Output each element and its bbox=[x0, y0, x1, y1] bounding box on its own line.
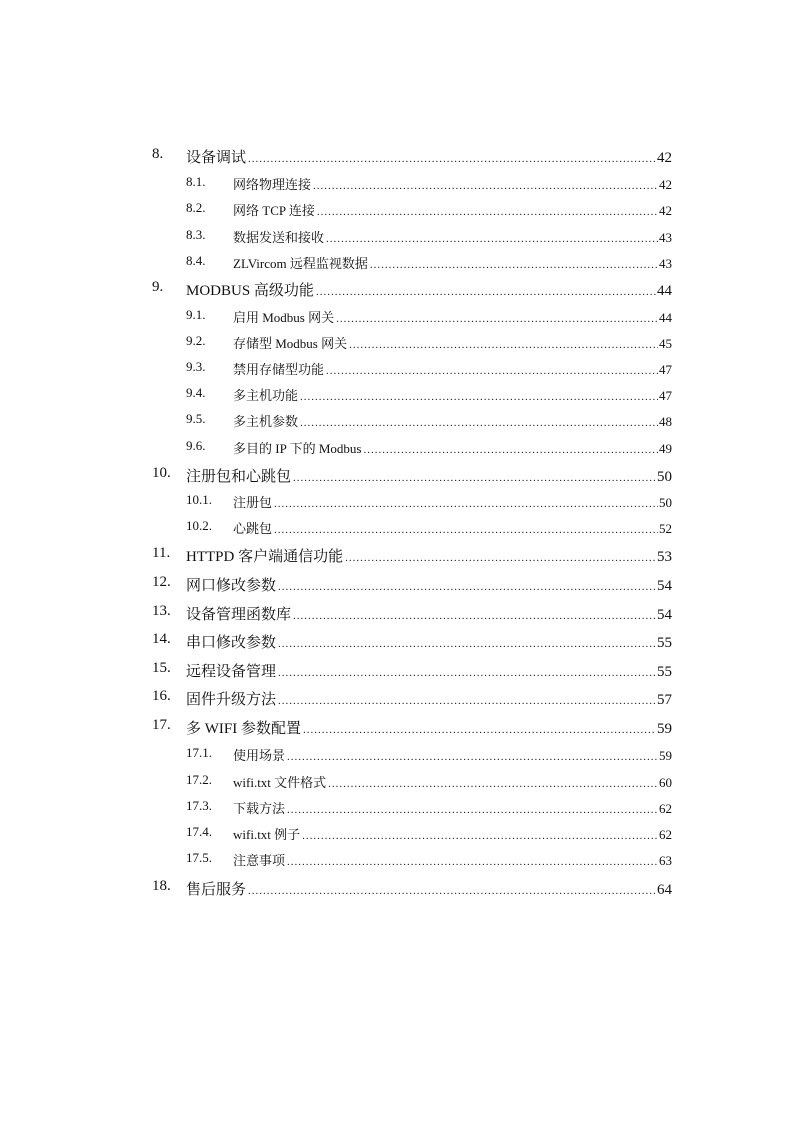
toc-entry-title: 固件升级方法 bbox=[186, 692, 277, 708]
toc-entry-title: 注意事项 bbox=[233, 853, 286, 868]
toc-entry-page: 57 bbox=[657, 692, 672, 708]
toc-entry-number: 9. bbox=[152, 279, 164, 295]
toc-entry-page: 43 bbox=[659, 230, 672, 245]
toc-entry-title: 网络 TCP 连接 bbox=[233, 203, 315, 218]
toc-entry-page: 55 bbox=[657, 664, 672, 680]
toc-entry-number: 17.3. bbox=[186, 798, 212, 813]
toc-leader-dots bbox=[326, 233, 658, 245]
toc-entry-title: ZLVircom 远程监视数据 bbox=[233, 256, 368, 271]
toc-entry-number: 8.2. bbox=[186, 200, 206, 215]
toc-entry-page: 44 bbox=[659, 310, 672, 325]
toc-entry-title: 设备管理函数库 bbox=[186, 607, 292, 623]
toc-entry-page: 43 bbox=[659, 256, 672, 271]
toc-entry-number: 11. bbox=[152, 545, 171, 561]
toc-leader-dots bbox=[349, 339, 658, 351]
toc-entry-number: 17.5. bbox=[186, 850, 212, 865]
toc-entry-number: 8.3. bbox=[186, 227, 206, 242]
toc-entry-number: 17.1. bbox=[186, 745, 212, 760]
toc-entry-title: 网络物理连接 bbox=[233, 177, 312, 192]
toc-entry-number: 10.2. bbox=[186, 518, 212, 533]
toc-entry-number: 10.1. bbox=[186, 492, 212, 507]
toc-entry-page: 62 bbox=[659, 801, 672, 816]
toc-entry-page: 50 bbox=[659, 495, 672, 510]
toc-leader-dots bbox=[302, 830, 658, 842]
toc-leader-dots bbox=[328, 778, 658, 790]
toc-entry-number: 9.4. bbox=[186, 385, 206, 400]
toc-leader-dots bbox=[336, 313, 658, 325]
toc-leader-dots bbox=[303, 724, 656, 736]
toc-leader-dots bbox=[274, 498, 658, 510]
toc-entry-number: 8.4. bbox=[186, 253, 206, 268]
toc-entry-page: 42 bbox=[659, 203, 672, 218]
toc-entry-title: MODBUS 高级功能 bbox=[186, 283, 314, 299]
toc-entry-number: 16. bbox=[152, 688, 171, 704]
toc-leader-dots bbox=[326, 365, 658, 377]
toc-entry-title: 存储型 Modbus 网关 bbox=[233, 336, 348, 351]
toc-leader-dots bbox=[287, 804, 658, 816]
toc-entry-title: 网口修改参数 bbox=[186, 578, 277, 594]
toc-entry-page: 54 bbox=[657, 578, 672, 594]
toc-leader-dots bbox=[313, 180, 658, 192]
toc-entry-title: 下载方法 bbox=[233, 801, 286, 816]
toc-entry-page: 44 bbox=[657, 283, 672, 299]
toc-entry-page: 63 bbox=[659, 853, 672, 868]
toc-entry-number: 17.4. bbox=[186, 824, 212, 839]
toc-entry-title: 使用场景 bbox=[233, 748, 286, 763]
toc-entry-number: 17. bbox=[152, 717, 171, 733]
toc-leader-dots bbox=[300, 391, 658, 403]
toc-entry-number: 12. bbox=[152, 574, 171, 590]
toc-entry-title: wifi.txt 例子 bbox=[233, 827, 301, 842]
toc-entry-title: 禁用存储型功能 bbox=[233, 362, 325, 377]
toc-entry-page: 42 bbox=[657, 150, 672, 166]
toc-entry-number: 15. bbox=[152, 660, 171, 676]
toc-entry-title: 售后服务 bbox=[186, 882, 247, 898]
toc-leader-dots bbox=[287, 856, 658, 868]
toc-leader-dots bbox=[287, 751, 658, 763]
toc-entry-page: 42 bbox=[659, 177, 672, 192]
toc-entry-page: 62 bbox=[659, 827, 672, 842]
toc-entry-number: 9.6. bbox=[186, 438, 206, 453]
toc-entry-number: 9.3. bbox=[186, 359, 206, 374]
toc-entry-title: 启用 Modbus 网关 bbox=[233, 310, 335, 325]
toc-leader-dots bbox=[293, 472, 656, 484]
toc-leader-dots bbox=[248, 153, 656, 165]
toc-entry-page: 60 bbox=[659, 775, 672, 790]
toc-entry-number: 8.1. bbox=[186, 174, 206, 189]
toc-entry-title: 远程设备管理 bbox=[186, 664, 277, 680]
toc-entry-number: 14. bbox=[152, 631, 171, 647]
toc-leader-dots bbox=[300, 417, 658, 429]
toc-leader-dots bbox=[316, 286, 656, 298]
toc-leader-dots bbox=[274, 524, 658, 536]
toc-entry-title: 注册包 bbox=[233, 495, 273, 510]
toc-entry-number: 9.2. bbox=[186, 333, 206, 348]
toc-entry-title: 多 WIFI 参数配置 bbox=[186, 721, 301, 737]
toc-leader-dots bbox=[317, 206, 658, 218]
toc-leader-dots bbox=[363, 444, 658, 456]
toc-entry-page: 47 bbox=[659, 388, 672, 403]
toc-leader-dots bbox=[345, 552, 656, 564]
toc-leader-dots bbox=[293, 610, 656, 622]
toc-leader-dots bbox=[370, 259, 658, 271]
toc-entry-page: 55 bbox=[657, 635, 672, 651]
toc-entry-number: 9.5. bbox=[186, 411, 206, 426]
toc-entry-number: 8. bbox=[152, 146, 164, 162]
toc-entry-page: 52 bbox=[659, 521, 672, 536]
toc-leader-dots bbox=[278, 667, 656, 679]
toc-entry-title: 设备调试 bbox=[186, 150, 247, 166]
toc-entry-title: 多主机参数 bbox=[233, 414, 299, 429]
toc-entry-page: 64 bbox=[657, 882, 672, 898]
toc-entry-title: 心跳包 bbox=[233, 521, 273, 536]
toc-leader-dots bbox=[278, 581, 656, 593]
toc-entry-number: 17.2. bbox=[186, 772, 212, 787]
toc-entry-title: 多目的 IP 下的 Modbus bbox=[233, 441, 362, 456]
toc-entry-page: 48 bbox=[659, 414, 672, 429]
toc-entry-number: 13. bbox=[152, 603, 171, 619]
toc-entry-number: 9.1. bbox=[186, 307, 206, 322]
toc-entry-number: 10. bbox=[152, 465, 171, 481]
toc-entry-title: 数据发送和接收 bbox=[233, 230, 325, 245]
toc-leader-dots bbox=[278, 638, 656, 650]
toc-entry-page: 59 bbox=[657, 721, 672, 737]
toc-entry-title: 注册包和心跳包 bbox=[186, 469, 292, 485]
toc-entry-number: 18. bbox=[152, 878, 171, 894]
toc-entry-page: 53 bbox=[657, 549, 672, 565]
toc-entry-page: 49 bbox=[659, 441, 672, 456]
toc-entry-title: 串口修改参数 bbox=[186, 635, 277, 651]
toc-entry-title: 多主机功能 bbox=[233, 388, 299, 403]
toc-entry-title: wifi.txt 文件格式 bbox=[233, 775, 327, 790]
toc-entry-page: 50 bbox=[657, 469, 672, 485]
toc-entry-page: 47 bbox=[659, 362, 672, 377]
toc-leader-dots bbox=[278, 695, 656, 707]
toc-entry-page: 59 bbox=[659, 748, 672, 763]
toc-leader-dots bbox=[248, 885, 656, 897]
toc-entry-page: 54 bbox=[657, 607, 672, 623]
toc-entry-page: 45 bbox=[659, 336, 672, 351]
toc-entry-title: HTTPD 客户端通信功能 bbox=[186, 549, 344, 565]
